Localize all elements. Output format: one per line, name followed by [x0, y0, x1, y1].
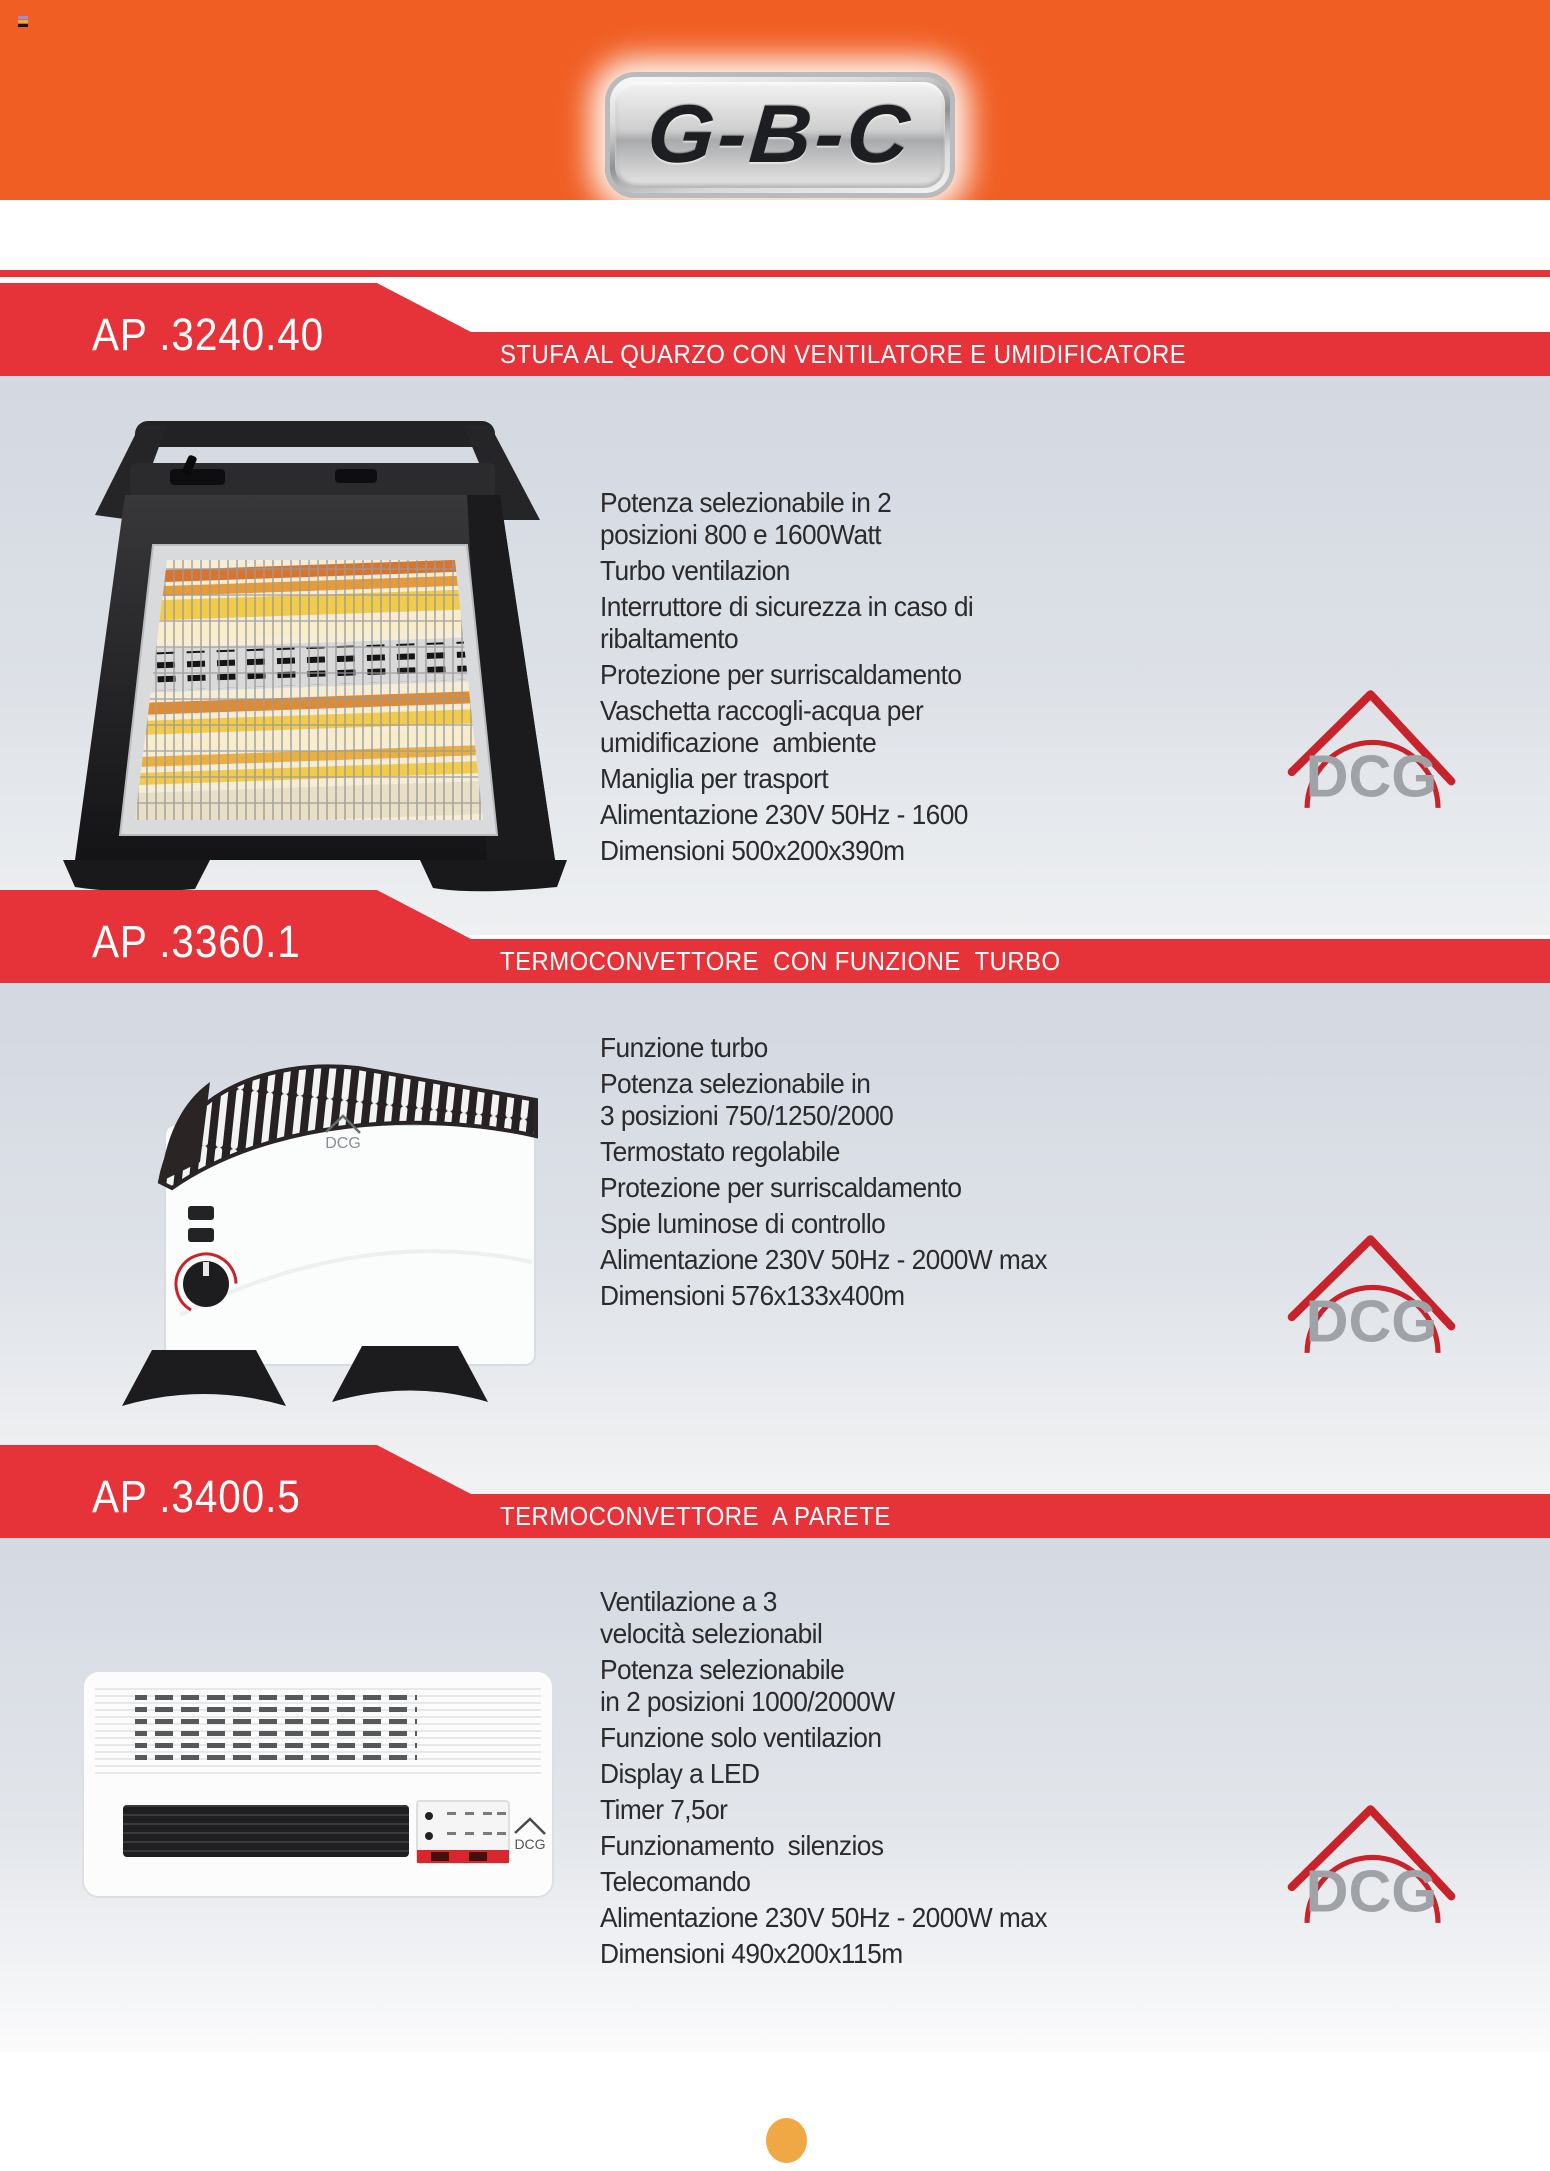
divider-line [0, 270, 1550, 277]
feature-line: Display a LED [600, 1758, 760, 1789]
feature-line: Protezione per surriscaldamento [600, 659, 962, 690]
feature-line: Spie luminose di controllo [600, 1208, 886, 1239]
dcg-logo [1283, 680, 1458, 815]
section-2-code: AP .3360.1 [92, 916, 301, 967]
feature-item [600, 1136, 1258, 1168]
feature-item [600, 487, 1258, 551]
feature-item [600, 1654, 1258, 1718]
svg-text:DCG: DCG [1305, 742, 1438, 810]
feature-line: Maniglia per trasport [600, 763, 829, 794]
feature-line: Potenza selezionabile in 2 [600, 487, 892, 518]
feature-line: in 2 posizioni 1000/2000W [600, 1686, 895, 1717]
feature-line: Termostato regolabile [600, 1136, 840, 1167]
section-2-features [600, 1032, 1258, 1316]
feature-item [600, 1244, 1258, 1276]
feature-line: posizioni 800 e 1600Watt [600, 519, 882, 550]
feature-line: Funzione solo ventilazion [600, 1722, 882, 1753]
feature-line: Potenza selezionabile [600, 1654, 845, 1685]
section-1-features [600, 487, 1258, 871]
feature-line: Potenza selezionabile in [600, 1068, 871, 1099]
feature-item [600, 1866, 1258, 1898]
wall-convector-image [75, 1655, 565, 1915]
page-marker-dot [766, 2118, 807, 2163]
feature-item [600, 1032, 1258, 1064]
dcg-logo [1283, 1225, 1458, 1360]
svg-text:DCG: DCG [325, 1135, 361, 1152]
feature-item [600, 799, 1258, 831]
feature-line: Alimentazione 230V 50Hz - 2000W max [600, 1902, 1047, 1933]
feature-item [600, 1208, 1258, 1240]
feature-item [600, 1722, 1258, 1754]
dcg-logo [1283, 1795, 1458, 1930]
gbc-logo [605, 72, 955, 198]
feature-line: Protezione per surriscaldamento [600, 1172, 962, 1203]
feature-line: Funzionamento silenzios [600, 1830, 884, 1861]
feature-item [600, 1902, 1258, 1934]
quartz-heater-image [35, 415, 600, 895]
corner-stripes-icon [18, 16, 28, 27]
feature-item [600, 591, 1258, 655]
feature-line: Ventilazione a 3 [600, 1586, 777, 1617]
feature-line: ribaltamento [600, 623, 739, 654]
feature-item [600, 1172, 1258, 1204]
feature-item [600, 1586, 1258, 1650]
svg-text:DCG: DCG [1305, 1857, 1438, 1925]
feature-line: Interruttore di sicurezza in caso di [600, 591, 974, 622]
feature-item [600, 1280, 1258, 1312]
section-1-title: STUFA AL QUARZO CON VENTILATORE E UMIDIFICATORE [500, 339, 1187, 369]
feature-item [600, 1794, 1258, 1826]
feature-line: Alimentazione 230V 50Hz - 1600 [600, 799, 968, 830]
section-3-features [600, 1586, 1258, 1974]
feature-item [600, 1068, 1258, 1132]
feature-item [600, 1830, 1258, 1862]
feature-line: Dimensioni 576x133x400m [600, 1280, 905, 1311]
section-2-title: TERMOCONVETTORE CON FUNZIONE TURBO [500, 946, 1061, 976]
section-1-code: AP .3240.40 [92, 309, 325, 360]
feature-item [600, 1758, 1258, 1790]
feature-line: Timer 7,5or [600, 1794, 728, 1825]
feature-item [600, 1938, 1258, 1970]
feature-line: Dimensioni 490x200x115m [600, 1938, 903, 1969]
feature-line: velocità selezionabil [600, 1618, 823, 1649]
page-header [0, 0, 1550, 200]
feature-item [600, 835, 1258, 867]
gbc-logo-text: G-B-C [644, 89, 916, 180]
feature-line: Turbo ventilazion [600, 555, 790, 586]
feature-item [600, 555, 1258, 587]
feature-line: 3 posizioni 750/1250/2000 [600, 1100, 894, 1131]
convector-heater-image [60, 1010, 560, 1420]
feature-line: Alimentazione 230V 50Hz - 2000W max [600, 1244, 1047, 1275]
feature-line: Dimensioni 500x200x390m [600, 835, 905, 866]
svg-text:DCG: DCG [514, 1836, 546, 1852]
feature-line: Telecomando [600, 1866, 751, 1897]
feature-line: Vaschetta raccogli-acqua per [600, 695, 924, 726]
feature-line: Funzione turbo [600, 1032, 768, 1063]
feature-item [600, 695, 1258, 759]
section-3-code: AP .3400.5 [92, 1471, 301, 1522]
feature-line: umidificazione ambiente [600, 727, 877, 758]
feature-item [600, 763, 1258, 795]
section-3-title: TERMOCONVETTORE A PARETE [500, 1501, 891, 1531]
feature-item [600, 659, 1258, 691]
svg-text:DCG: DCG [1305, 1287, 1438, 1355]
